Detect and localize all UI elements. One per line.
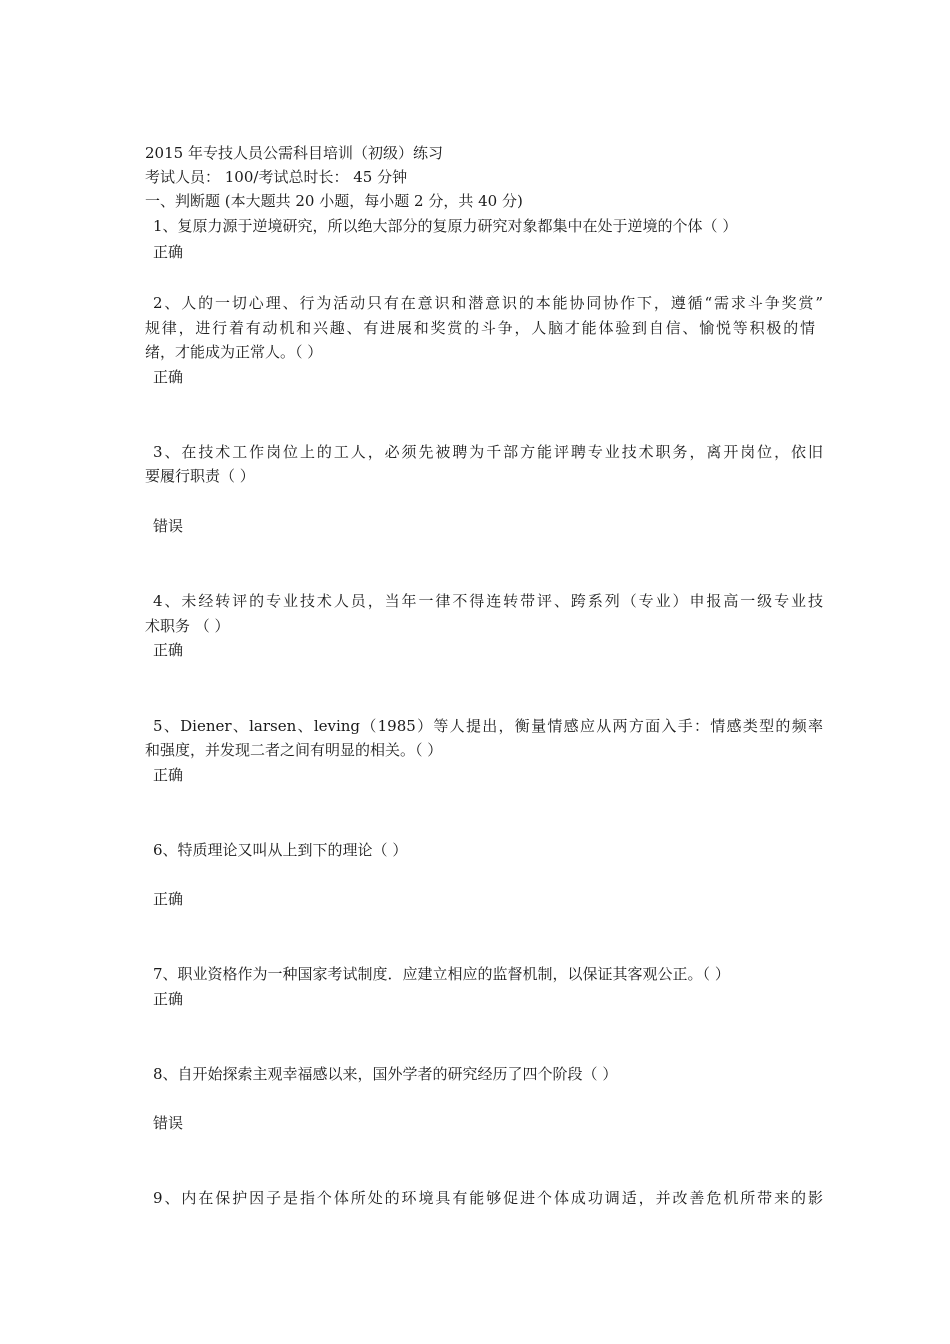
question-6-line-1: 6、特质理论又叫从上到下的理论（ ） [153, 841, 408, 859]
question-4-answer: 正确 [153, 641, 184, 659]
document-title: 2015 年专技人员公需科目培训（初级）练习 [145, 144, 443, 162]
question-5-line-2: 和强度，并发现二者之间有明显的相关。（ ） [145, 741, 443, 759]
question-2-answer: 正确 [153, 368, 184, 386]
question-1-answer: 正确 [153, 243, 184, 261]
question-5-answer: 正确 [153, 766, 184, 784]
question-8-answer: 错误 [153, 1114, 184, 1132]
exam-info: 考试人员： 100/考试总时长： 45 分钟 [145, 168, 408, 186]
section-heading: 一、判断题 (本大题共 20 小题，每小题 2 分，共 40 分) [145, 192, 523, 210]
question-2-line-2: 规律，进行着有动机和兴趣、有进展和奖赏的斗争，人脑才能体验到自信、愉悦等积极的情 [145, 319, 815, 337]
question-4-line-2: 术职务 （ ） [145, 617, 230, 635]
question-1-line-1: 1、复原力源于逆境研究，所以绝大部分的复原力研究对象都集中在处于逆境的个体（ ） [153, 217, 738, 235]
question-6-answer: 正确 [153, 890, 184, 908]
question-5-line-1: 5、Diener、larsen、leving（1985）等人提出，衡量情感应从两方面入手：情感类型的频率 [153, 717, 823, 735]
question-2-line-1: 2、人的一切心理、行为活动只有在意识和潜意识的本能协同协作下，遵循“需求斗争奖赏” [153, 294, 823, 312]
question-7-answer: 正确 [153, 990, 184, 1008]
question-4-line-1: 4、未经转评的专业技术人员，当年一律不得连转带评、跨系列（专业）申报高一级专业技 [153, 592, 823, 610]
question-2-line-3: 绪，才能成为正常人。（ ） [145, 343, 323, 361]
question-3-answer: 错误 [153, 517, 184, 535]
question-8-line-1: 8、自开始探索主观幸福感以来，国外学者的研究经历了四个阶段（ ） [153, 1065, 618, 1083]
question-9-line-1: 9、内在保护因子是指个体所处的环境具有能够促进个体成功调适，并改善危机所带来的影 [153, 1189, 823, 1207]
question-3-line-2: 要履行职责（ ） [145, 467, 255, 485]
question-3-line-1: 3、在技术工作岗位上的工人，必须先被聘为千部方能评聘专业技术职务，离开岗位，依旧 [153, 443, 823, 461]
question-7-line-1: 7、职业资格作为一种国家考试制度．应建立相应的监督机制，以保证其客观公正。（ ） [153, 965, 730, 983]
